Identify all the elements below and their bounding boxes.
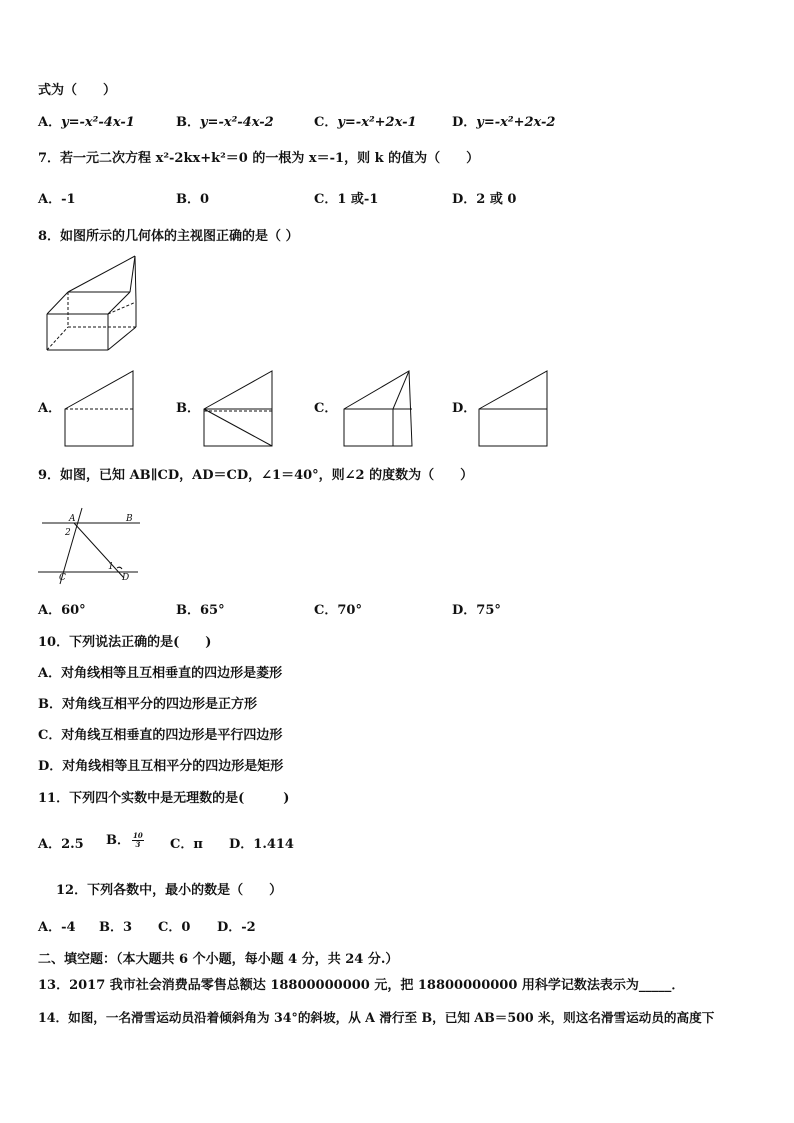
q8-option-d-figure[interactable] bbox=[478, 370, 550, 448]
point-b-label: B bbox=[126, 514, 133, 524]
q9-option-a[interactable]: A．60° bbox=[38, 603, 86, 618]
q11-option-d[interactable]: D．1.414 bbox=[229, 837, 294, 852]
q9-option-c[interactable]: C．70° bbox=[314, 603, 362, 618]
q8-option-c[interactable]: C． bbox=[314, 401, 338, 416]
fraction: $\frac{10}{3}$ bbox=[133, 831, 143, 849]
q10-stem: 10．下列说法正确的是( ) bbox=[38, 635, 212, 650]
point-a-label: A bbox=[69, 514, 76, 524]
q10-option-d[interactable]: D．对角线相等且互相平分的四边形是矩形 bbox=[38, 759, 284, 774]
q7-option-c[interactable]: C．1 或-1 bbox=[314, 192, 379, 207]
q8-option-b[interactable]: B． bbox=[176, 401, 200, 416]
q6-option-c[interactable]: C．y=-x²+2x-1 bbox=[314, 115, 417, 130]
q10-option-c[interactable]: C．对角线互相垂直的四边形是平行四边形 bbox=[38, 728, 283, 743]
q7-stem: 7．若一元二次方程 x²-2kx+k²＝0 的一根为 x＝-1，则 k 的值为（ ） bbox=[38, 151, 480, 166]
q9-option-b[interactable]: B．65° bbox=[176, 603, 225, 618]
q9-stem: 9．如图，已知 AB∥CD，AD＝CD，∠1＝40°，则∠2 的度数为（ ） bbox=[38, 468, 474, 483]
q8-stem: 8．如图所示的几何体的主视图正确的是（ ） bbox=[38, 229, 299, 244]
q8-option-c-figure[interactable] bbox=[343, 370, 415, 448]
q11-option-c[interactable]: C．π bbox=[170, 837, 203, 852]
q7-option-d[interactable]: D．2 或 0 bbox=[452, 192, 517, 207]
q6-option-a[interactable]: A．y=-x²-4x-1 bbox=[38, 115, 135, 130]
q8-option-a-figure[interactable] bbox=[64, 370, 136, 448]
q10-option-a[interactable]: A．对角线相等且互相垂直的四边形是菱形 bbox=[38, 666, 283, 681]
q7-option-b[interactable]: B．0 bbox=[176, 192, 210, 207]
q12-option-b[interactable]: B．3 bbox=[99, 920, 133, 935]
angle-1-label: 1 bbox=[108, 562, 114, 572]
q9-figure bbox=[36, 506, 146, 586]
q11-option-b[interactable]: B． $\frac{10}{3}$ bbox=[106, 831, 143, 849]
q6-option-b[interactable]: B．y=-x²-4x-2 bbox=[176, 115, 274, 130]
q9-option-d[interactable]: D．75° bbox=[452, 603, 501, 618]
point-c-label: C bbox=[59, 573, 66, 583]
q12-option-a[interactable]: A．-4 bbox=[38, 920, 76, 935]
angle-2-label: 2 bbox=[65, 528, 71, 538]
q6-option-d[interactable]: D．y=-x²+2x-2 bbox=[452, 115, 556, 130]
q8-solid-figure bbox=[44, 254, 144, 352]
point-d-label: D bbox=[122, 573, 130, 583]
q14-stem: 14．如图，一名滑雪运动员沿着倾斜角为 34°的斜坡，从 A 滑行至 B，已知 AB＝500 米，则这名滑雪运动员的高度下 bbox=[38, 1010, 715, 1025]
q13-stem: 13．2017 我市社会消费品零售总额达 18800000000 元，把 18800000000 用科学记数法表示为_____． bbox=[38, 978, 685, 993]
q8-option-d[interactable]: D． bbox=[452, 401, 477, 416]
q7-option-a[interactable]: A．-1 bbox=[38, 192, 76, 207]
q11-stem: 11．下列四个实数中是无理数的是( ) bbox=[38, 791, 290, 806]
q12-option-d[interactable]: D．-2 bbox=[217, 920, 256, 935]
q8-option-a[interactable]: A． bbox=[38, 401, 62, 416]
q11-option-a[interactable]: A．2.5 bbox=[38, 837, 84, 852]
q12-stem: 12．下列各数中，最小的数是（ ） bbox=[56, 883, 283, 898]
q6-stem-tail: 式为（ ） bbox=[38, 83, 117, 98]
q8-option-b-figure[interactable] bbox=[203, 370, 275, 448]
q12-option-c[interactable]: C．0 bbox=[158, 920, 191, 935]
q10-option-b[interactable]: B．对角线互相平分的四边形是正方形 bbox=[38, 697, 257, 712]
section-heading: 二、填空题：（本大题共 6 个小题，每小题 4 分，共 24 分.） bbox=[38, 952, 399, 967]
